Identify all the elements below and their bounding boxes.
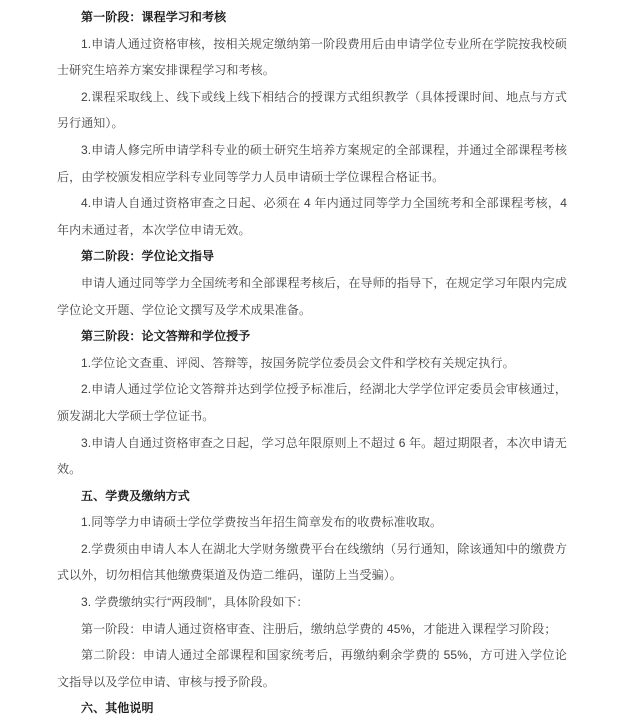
paragraph-stage1-item4: 4.申请人自通过资格审查之日起、必须在 4 年内通过同等学力全国统考和全部课程考核，4 年内未通过者，本次学位申请无效。 [57, 196, 567, 237]
paragraph-stage1-item2: 2.课程采取线上、线下或线上线下相结合的授课方式组织教学（具体授课时间、地点与方式另行通知）。 [57, 89, 567, 131]
heading-stage-2: 第二阶段：学位论文指导 [81, 249, 215, 264]
paragraph-stage3-item2: 2.申请人通过学位论文答辩并达到学位授予标准后，经湖北大学学位评定委员会审核通过，颁发湖北大学硕士学位证书。 [57, 382, 567, 423]
paragraph-tuition-item3: 3. 学费缴纳实行“两段制”，具体阶段如下： [81, 595, 309, 610]
document-page [57, 4, 567, 722]
paragraph-stage2-body: 申请人通过同等学力全国统考和全部课程考核后，在导师的指导下，在规定学习年限内完成学位论文开题、学位论文撰写及学术成果准备。 [57, 275, 567, 317]
paragraph-tuition-item1: 1.同等学力申请硕士学位学费按当年招生简章发布的收费标准收取。 [81, 515, 443, 530]
paragraph-stage3-item1: 1.学位论文查重、评阅、答辩等，按国务院学位委员会文件和学校有关规定执行。 [81, 355, 515, 370]
paragraph-tuition-phase1: 第一阶段：申请人通过资格审查、注册后，缴纳总学费的 45%，才能进入课程学习阶段； [81, 621, 557, 636]
paragraph-stage1-item3: 3.申请人修完所申请学科专业的硕士研究生培养方案规定的全部课程，并通过全部课程考核后，由学校颁发相应学科专业同等学力人员申请硕士学位课程合格证书。 [57, 142, 567, 184]
paragraph-tuition-item2: 2.学费须由申请人本人在湖北大学财务缴费平台在线缴纳（另行通知，除该通知中的缴费方式以外，切勿相信其他缴费渠道及伪造二维码，谨防上当受骗）。 [57, 541, 567, 583]
heading-stage-1: 第一阶段：课程学习和考核 [81, 10, 227, 24]
heading-section-5-tuition: 五、学费及缴纳方式 [81, 488, 190, 503]
paragraph-tuition-phase2: 第二阶段：申请人通过全部课程和国家统考后，再缴纳剩余学费的 55%，方可进入学位论文指导以及学位申请、审核与授予阶段。 [57, 648, 567, 689]
paragraph-stage1-item1: 1.申请人通过资格审核，按相关规定缴纳第一阶段费用后由申请学位专业所在学院按我校硕士研究生培养方案安排课程学习和考核。 [57, 36, 567, 78]
heading-section-6-other: 六、其他说明 [81, 701, 154, 716]
heading-stage-3: 第三阶段：论文答辩和学位授予 [81, 329, 251, 344]
paragraph-stage3-item3: 3.申请人自通过资格审查之日起，学习总年限原则上不超过 6 年。超过期限者，本次申请无效。 [57, 435, 567, 477]
